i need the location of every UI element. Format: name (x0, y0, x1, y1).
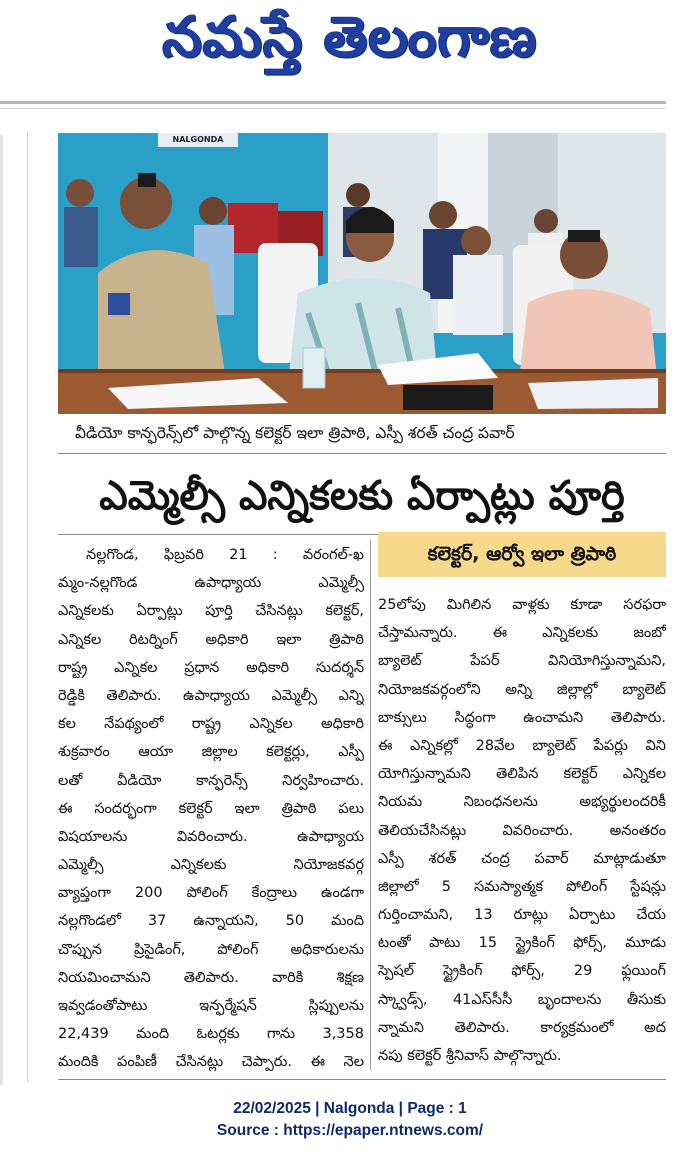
body-line: నియోజకవర్గంలోని అన్ని జిల్లాల్లో బ్యాలెట్ (378, 681, 666, 698)
masthead-rule (0, 101, 666, 104)
body-line: నల్లగొండ, ఫిబ్రవరి 21 : వరంగల్-ఖ (86, 547, 364, 563)
body-line: జిల్లాలో 5 సమస్యాత్మక పోలింగ్ స్టేషన్లు (378, 878, 666, 895)
body-line: శుక్రవారం ఆయా జిల్లాల కలెక్టర్లు, ఎస్పీ (58, 744, 364, 761)
body-line: కల నేపథ్యంలో రాష్ట్ర ఎన్నికల అధికారి (58, 716, 364, 733)
body-line: ఈ సందర్భంగా కలెక్టర్ ఇలా త్రిపాఠి పలు (58, 800, 364, 817)
column-divider (370, 540, 371, 1070)
body-line: ఈ ఎన్నికల్లో 28వేల బ్యాలెట్ పేపర్లు విని (378, 737, 666, 754)
nameboard-sign: NALGONDA (158, 133, 238, 147)
footer-source-link[interactable]: Source : https://epaper.ntnews.com/ (216, 1122, 484, 1139)
article-column-1 (58, 541, 364, 1077)
article-bottom-rule (58, 1079, 666, 1080)
body-line: రెడ్డికి తెలిపారు. ఉపాధ్యాయ ఎమ్మెల్సీ ఎన్ని (58, 687, 364, 704)
adjacent-article-edge (0, 135, 3, 1085)
body-line: నియమించామని తెలిపారు. వారికి శిక్షణ (58, 969, 364, 986)
body-line: విషయాలను వివరించారు. ఉపాధ్యాయ (58, 828, 364, 845)
article-column-2 (378, 591, 666, 1070)
body-line: ఎన్నికల రిటర్నింగ్ అధికారి ఇలా త్రిపాఠి (58, 631, 364, 648)
newspaper-logo: నమస్తే తెలంగాణ (162, 5, 538, 70)
body-line: వ్యాప్తంగా 200 పోలింగ్ కేంద్రాలు ఉండగా (58, 885, 364, 902)
photo-illustration (58, 133, 666, 414)
body-line: నియమ నిబంధనలను అభ్యర్థులందరికీ (378, 794, 666, 811)
body-line: ఎస్పీ శరత్ చంద్ర పవార్ మాట్లాడుతూ (378, 850, 666, 867)
caption-rule (58, 453, 666, 454)
body-line: గుర్తించామని, 13 రూట్లు ఏర్పాటు చేయ (378, 907, 666, 924)
body-line: స్పెషల్ స్ట్రైకింగ్ ఫోర్స్, 29 ఫ్లయింగ్ (378, 963, 666, 980)
body-line: చొప్పున ప్రిసైడింగ్, పోలింగ్ అధికారులను (58, 941, 364, 958)
column-rule-left (27, 132, 28, 1082)
body-line: యోగిస్తున్నామని తెలిపిన కలెక్టర్ ఎన్నికల (378, 766, 666, 783)
body-line: న్నామని తెలిపారు. కార్యక్రమంలో అద (378, 1019, 666, 1036)
body-line: 22,439 మంది ఓటర్లకు గాను 3,358 (58, 1026, 364, 1043)
body-line: బ్యాలెట్ పేపర్ వినియోగిస్తున్నామని, (378, 653, 666, 670)
body-line: బాక్సులు సిద్ధంగా ఉంచామని తెలిపారు. (378, 709, 666, 726)
body-line: మందికి పంపిణీ చేసినట్లు చెప్పారు. ఈ నెల (58, 1054, 364, 1071)
photo-caption: వీడియో కాన్ఫరెన్స్‌లో పాల్గొన్న కలెక్టర్ ఇలా త్రిపాఠి, ఎస్పీ శరత్ చంద్ర పవార్ (75, 424, 515, 442)
footer-date-edition: 22/02/2025 | Nalgonda | Page : 1 (233, 1100, 467, 1117)
body-line: ఇవ్వడంతోపాటు ఇన్ఫర్మేషన్ స్లిప్పులను (58, 998, 364, 1014)
body-line: లతో వీడియో కాన్ఫరెన్స్ నిర్వహించారు. (58, 772, 364, 789)
news-photo (58, 133, 666, 414)
masthead (0, 0, 700, 100)
body-line: ఎన్నికలకు ఏర్పాట్లు పూర్తి చేసినట్లు కలెక్టర్, (58, 603, 364, 620)
body-line: ఎమ్మెల్సీ ఎన్నికలకు నియోజకవర్గ (58, 857, 364, 874)
body-line: టంతో పాటు 15 స్ట్రైకింగ్ ఫోర్స్, మూడు (378, 935, 666, 952)
body-line: నపు కలెక్టర్ శ్రీనివాస్ పాల్గొన్నారు. (378, 1048, 562, 1064)
page-footer (0, 1098, 700, 1142)
body-line: మ్మం-నల్లగొండ ఉపాధ్యాయ ఎమ్మెల్సీ (58, 575, 364, 592)
masthead-rule-thin (0, 108, 666, 109)
article-headline: ఎమ్మెల్సీ ఎన్నికలకు ఏర్పాట్లు పూర్తి (99, 473, 625, 519)
body-line: రాష్ట్ర ఎన్నికల ప్రధాన అధికారి సుదర్శన్ (58, 659, 364, 676)
article-subhead: కలెక్టర్, ఆర్వో ఇలా త్రిపాఠి (378, 532, 666, 577)
body-line: తెలియచేసినట్లు వివరించారు. అనంతరం (378, 822, 666, 839)
body-line: చేస్తామన్నారు. ఈ ఎన్నికలకు జంబో (378, 625, 666, 642)
body-line: 25లోపు మిగిలిన వాళ్లకు కూడా సరఫరా (378, 597, 666, 613)
body-line: స్క్వాడ్స్, 41ఎస్‌సీసీ బృందాలను తీసుకు (378, 991, 666, 1008)
body-line: నల్లగొండలో 37 ఉన్నాయని, 50 మంది (58, 913, 364, 930)
